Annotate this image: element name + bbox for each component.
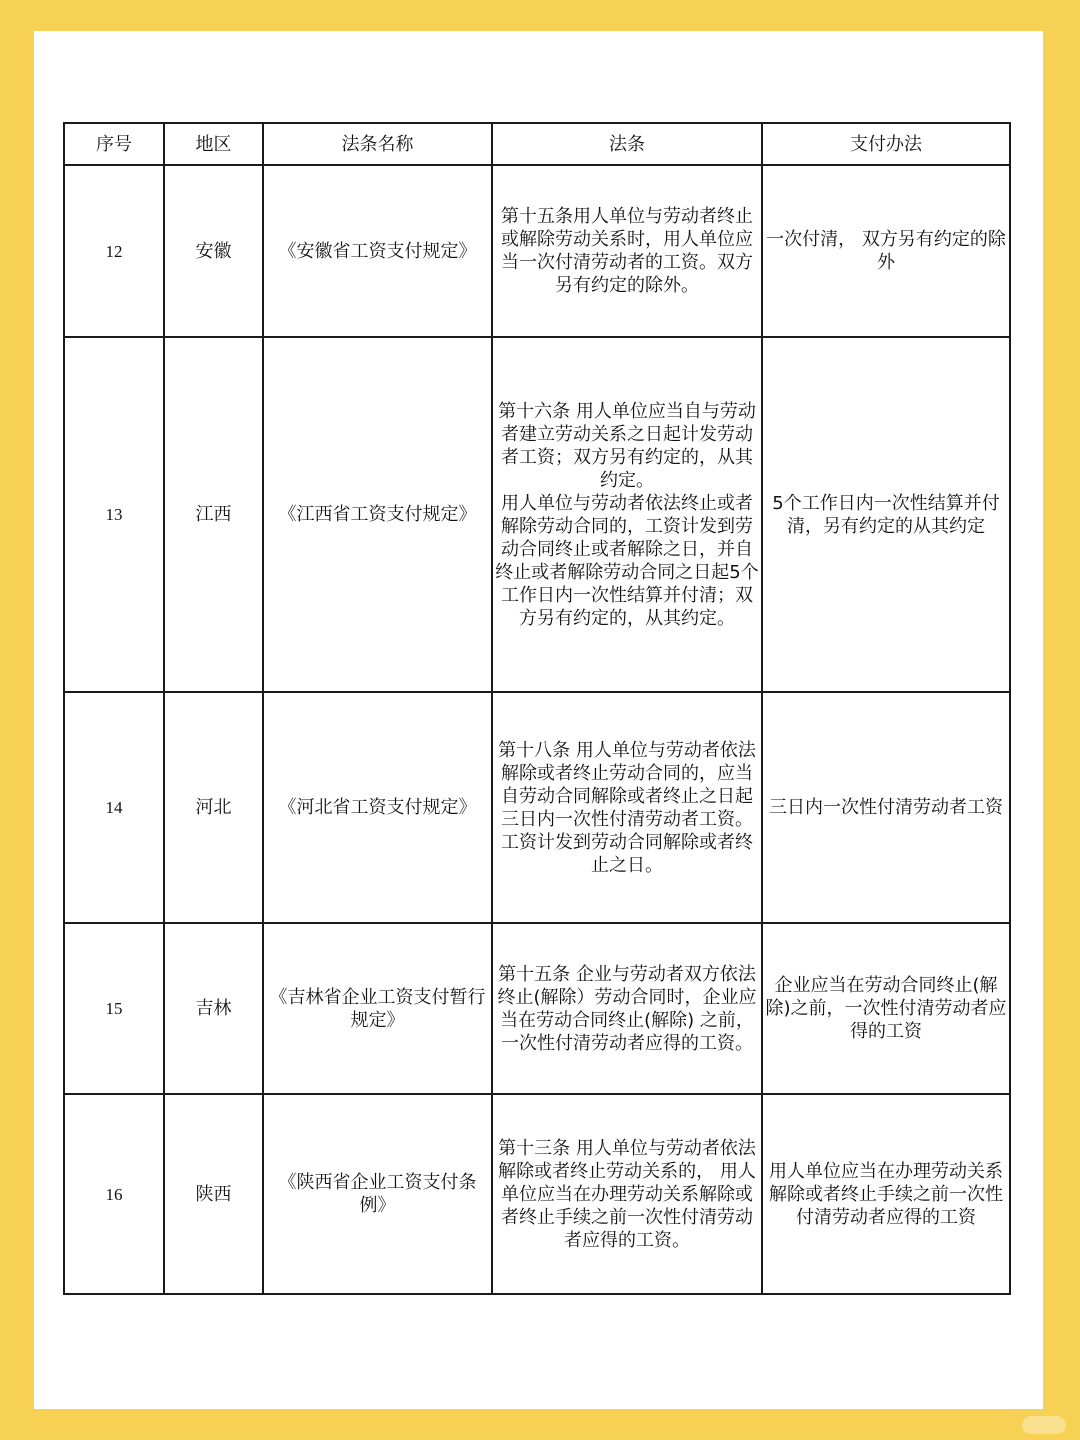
watermark-badge [1022, 1416, 1066, 1434]
row-law-name: 《河北省工资支付规定》 [263, 692, 492, 923]
law-paragraph: 第十五条用人单位与劳动者终止或解除劳动关系时，用人单位应当一次付清劳动者的工资。双方另有约定的除外。 [501, 206, 753, 296]
row-index: 12 [64, 165, 164, 337]
row-law-name: 《吉林省企业工资支付暂行规定》 [263, 923, 492, 1094]
law-paragraph: 第十八条 用人单位与劳动者依法解除或者终止劳动合同的，应当自劳动合同解除或者终止之日起三日内一次性付清劳动者工资。工资计发到劳动合同解除或者终止之日。 [498, 739, 756, 876]
header-law-text: 法条 [492, 123, 762, 165]
row-payment: 三日内一次性付清劳动者工资 [762, 692, 1010, 923]
row-index: 14 [64, 692, 164, 923]
law-paragraph: 用人单位与劳动者依法终止或者解除劳动合同的，工资计发到劳动合同终止或者解除之日，并自终止或者解除劳动合同之日起5个工作日内一次性结算并付清；双方另有约定的，从其约定。 [495, 492, 759, 629]
header-index: 序号 [64, 123, 164, 165]
row-region: 陕西 [164, 1094, 263, 1294]
row-region: 安徽 [164, 165, 263, 337]
header-region: 地区 [164, 123, 263, 165]
row-index: 15 [64, 923, 164, 1094]
law-paragraph: 第十三条 用人单位与劳动者依法解除或者终止劳动关系的， 用人单位应当在办理劳动关系解除或者终止手续之前一次性付清劳动者应得的工资。 [498, 1137, 756, 1251]
table-row [64, 1094, 1010, 1294]
row-payment: 企业应当在劳动合同终止(解除)之前，一次性付清劳动者应得的工资 [762, 923, 1010, 1094]
table-row [64, 165, 1010, 337]
header-law-name: 法条名称 [263, 123, 492, 165]
row-law-name: 《安徽省工资支付规定》 [263, 165, 492, 337]
law-paragraph: 第十六条 用人单位应当自与劳动者建立劳动关系之日起计发劳动者工资；双方另有约定的，从其约定。 [498, 400, 756, 491]
law-paragraph: 第十五条 企业与劳动者双方依法终止(解除）劳动合同时，企业应当在劳动合同终止(解除) 之前，一次性付清劳动者应得的工资。 [497, 963, 757, 1054]
row-payment: 用人单位应当在办理劳动关系解除或者终止手续之前一次性付清劳动者应得的工资 [762, 1094, 1010, 1294]
header-payment: 支付办法 [762, 123, 1010, 165]
row-region: 江西 [164, 337, 263, 692]
row-law-text [492, 1094, 762, 1294]
row-law-text [492, 692, 762, 923]
row-region: 河北 [164, 692, 263, 923]
row-region: 吉林 [164, 923, 263, 1094]
row-index: 16 [64, 1094, 164, 1294]
table-row [64, 337, 1010, 692]
row-payment: 一次付清， 双方另有约定的除外 [762, 165, 1010, 337]
row-law-text [492, 165, 762, 337]
row-law-name: 《江西省工资支付规定》 [263, 337, 492, 692]
table-row [64, 923, 1010, 1094]
table-row [64, 692, 1010, 923]
document-page [34, 31, 1043, 1409]
row-law-text [492, 923, 762, 1094]
wage-regulation-table [63, 122, 1011, 1295]
row-payment: 5个工作日内一次性结算并付清，另有约定的从其约定 [762, 337, 1010, 692]
header-row [64, 123, 1010, 165]
row-law-name: 《陕西省企业工资支付条例》 [263, 1094, 492, 1294]
row-law-text [492, 337, 762, 692]
row-index: 13 [64, 337, 164, 692]
